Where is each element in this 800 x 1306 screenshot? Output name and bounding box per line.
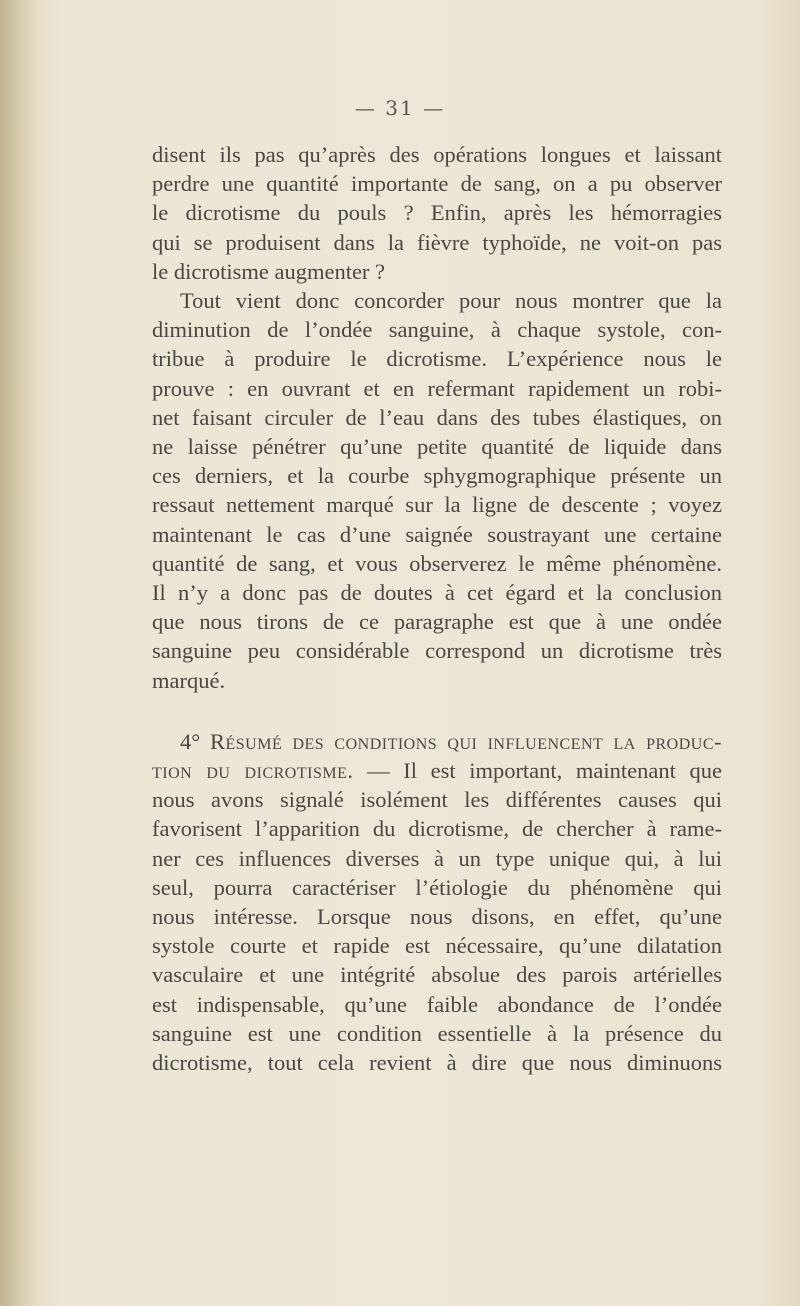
text-line: dicrotisme, tout cela revient à dire que nous diminuons	[152, 1050, 722, 1076]
text-line: diminution de l’ondée sanguine, à chaque systole, con-	[152, 317, 722, 343]
section-gap	[152, 695, 722, 727]
text-line: perdre une quantité importante de sang, on a pu observer	[152, 171, 722, 197]
text-line: ces derniers, et la courbe sphygmographique présente un	[152, 463, 722, 489]
text-line: seul, pourra caractériser l’étiologie du phénomène qui	[152, 874, 722, 900]
page-number: — 31 —	[354, 96, 446, 120]
section-heading-continued: tion du dicrotisme.	[152, 758, 354, 784]
text-line: Tout vient donc concorder pour nous montrer que la	[180, 288, 722, 314]
paragraph-2	[152, 286, 722, 695]
text-line: marqué.	[152, 667, 226, 693]
text-line: systole courte et rapide est nécessaire, qu’une dilatation	[152, 933, 722, 959]
text-line: nous intéresse. Lorsque nous disons, en effet, qu’une	[152, 904, 722, 930]
text-line: maintenant le cas d’une saignée soustrayant une certaine	[152, 521, 722, 547]
section-first-line: — Il est important, maintenant que	[367, 758, 722, 784]
text-line: le dicrotisme du pouls ? Enfin, après les hémorragies	[152, 200, 722, 226]
text-line: le dicrotisme augmenter ?	[152, 258, 386, 284]
text-line: prouve : en ouvrant et en refermant rapidement un robi-	[152, 375, 722, 401]
text-line: ne laisse pénétrer qu’une petite quantité de liquide dans	[152, 434, 722, 460]
page-fold-shadow	[0, 0, 40, 1306]
text-line: ressaut nettement marqué sur la ligne de descente ; voyez	[152, 492, 722, 518]
text-line: nous avons signalé isolément les différentes causes qui	[152, 787, 722, 813]
text-line: disent ils pas qu’après des opérations longues et laissant	[152, 142, 722, 167]
text-line: qui se produisent dans la fièvre typhoïde, ne voit-on pas	[152, 229, 722, 255]
section-heading: Résumé des conditions qui influencent la produc-	[209, 728, 722, 754]
text-line: ner ces influences diverses à un type unique qui, à lui	[152, 845, 722, 871]
text-line	[152, 756, 722, 785]
text-line: est indispensable, qu’une faible abondance de l’ondée	[152, 991, 722, 1017]
section-number: 4°	[180, 728, 201, 754]
text-line: Il n’y a donc pas de doutes à cet égard et la conclusion	[152, 580, 722, 606]
text-line: net faisant circuler de l’eau dans des tubes élastiques, on	[152, 404, 722, 430]
section-heading-line	[152, 727, 722, 756]
text-line: vasculaire et une intégrité absolue des parois artérielles	[152, 962, 722, 988]
text-line: favorisent l’apparition du dicrotisme, de chercher à rame-	[152, 816, 722, 842]
section-4	[152, 727, 722, 1077]
text-line: tribue à produire le dicrotisme. L’expérience nous le	[152, 346, 722, 372]
text-line: quantité de sang, et vous observerez le même phénomène.	[152, 550, 722, 576]
text-line: que nous tirons de ce paragraphe est que à une ondée	[152, 609, 722, 635]
paragraph-1	[152, 140, 722, 286]
body-text	[152, 140, 722, 1077]
text-line: sanguine est une condition essentielle à la présence du	[152, 1020, 722, 1046]
text-line: sanguine peu considérable correspond un dicrotisme très	[152, 638, 722, 664]
